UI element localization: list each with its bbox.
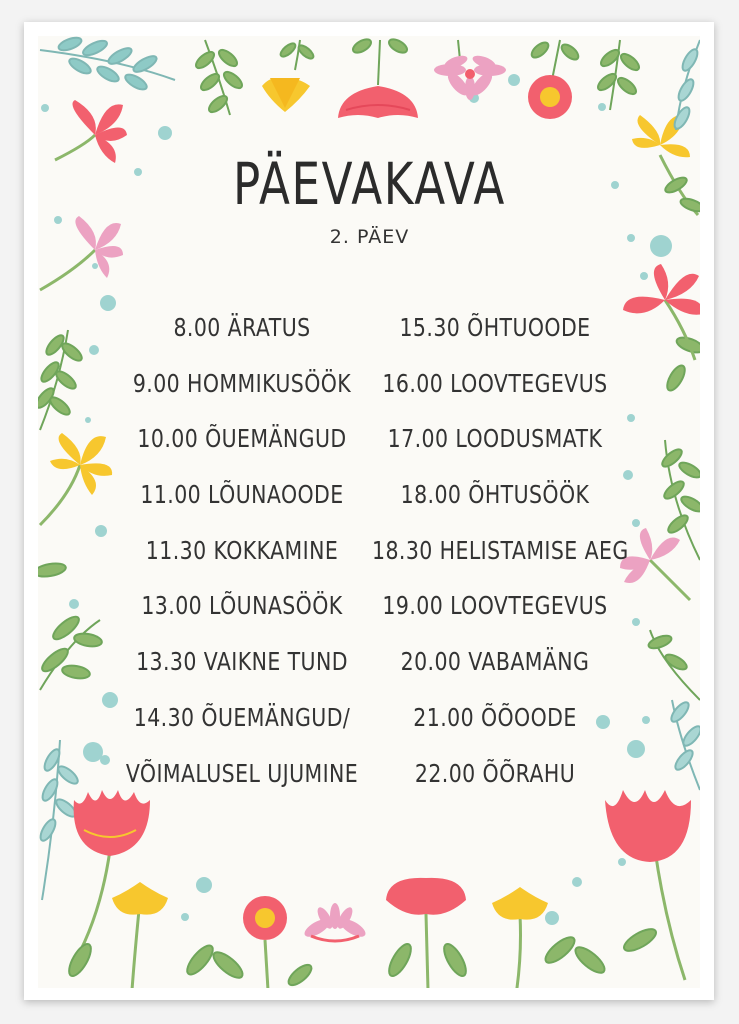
schedule-entry: 20.00 VABAMÄNG	[400, 647, 590, 677]
schedule-entry: 15.30 ÕHTUOODE	[399, 313, 591, 342]
schedule-entry: 21.00 ÕÕOODE	[413, 702, 577, 732]
schedule-entry: 11.00 LÕUNAOODE	[140, 480, 344, 510]
page-subtitle: 2. PÄEV	[329, 226, 410, 248]
schedule-entry: 19.00 LOOVTEGEVUS	[382, 591, 608, 621]
schedule-entry: 14.30 ÕUEMÄNGUD/	[133, 702, 351, 732]
schedule-entry: 18.30 HELISTAMISE AEG	[372, 535, 629, 565]
schedule-entry: 8.00 ÄRATUS	[173, 313, 311, 342]
schedule-entry: 11.30 KOKKAMINE	[145, 535, 339, 565]
schedule-right-column	[345, 306, 645, 807]
schedule-entry: 13.00 LÕUNASÖÖK	[141, 591, 343, 621]
schedule-entry: 9.00 HOMMIKUSÖÖK	[132, 368, 352, 398]
schedule-entry: 16.00 LOOVTEGEVUS	[382, 368, 608, 398]
schedule-entry: 17.00 LOODUSMATK	[387, 424, 603, 454]
schedule-entry: 18.00 ÕHTUSÖÖK	[400, 480, 590, 510]
schedule-entry: 10.00 ÕUEMÄNGUD	[137, 424, 347, 454]
schedule-entry: VÕIMALUSEL UJUMINE	[125, 758, 359, 788]
schedule-entry: 13.30 VAIKNE TUND	[136, 647, 348, 677]
schedule-entry: 22.00 ÕÕRAHU	[414, 758, 576, 788]
page-title: PÄEVAKAVA	[233, 150, 506, 218]
